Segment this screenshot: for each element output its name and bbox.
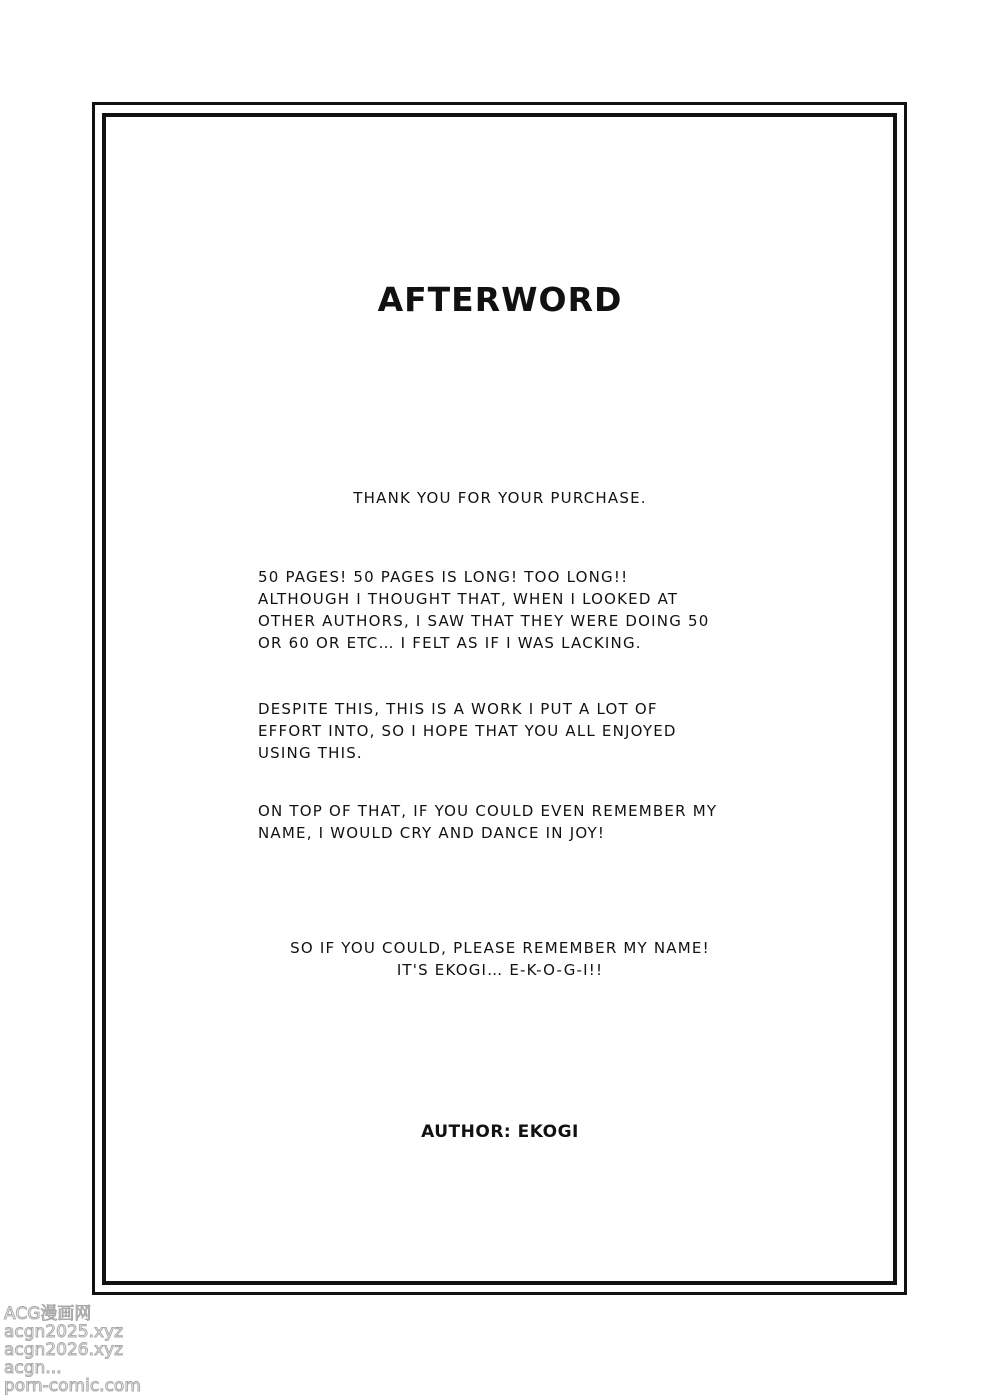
watermark-line: acgn2025.xyz xyxy=(4,1322,124,1342)
paragraph-line: NAME, I WOULD CRY AND DANCE IN JOY! xyxy=(258,824,606,842)
thanks-line: THANK YOU FOR YOUR PURCHASE. xyxy=(353,489,647,507)
paragraph-remember xyxy=(258,800,717,844)
closing-line-2: IT'S EKOGI… E-K-O-G-I!! xyxy=(396,961,604,979)
paragraph-line: ON TOP OF THAT, IF YOU COULD EVEN REMEMBER MY xyxy=(258,802,718,820)
watermark-line: acgn... xyxy=(4,1358,62,1378)
paragraph-line: DESPITE THIS, THIS IS A WORK I PUT A LOT OF xyxy=(258,700,658,718)
closing-line-1: SO IF YOU COULD, PLEASE REMEMBER MY NAME! xyxy=(290,939,710,957)
watermark-line: porn-comic.com xyxy=(4,1376,141,1396)
paragraph-line: 50 PAGES! 50 PAGES IS LONG! TOO LONG!! xyxy=(258,568,629,586)
paragraph-line: OTHER AUTHORS, I SAW THAT THEY WERE DOING 50 xyxy=(258,612,710,630)
page-title: AFTERWORD xyxy=(377,280,623,319)
watermark-line: ACG漫画网 xyxy=(4,1304,92,1324)
site-watermark xyxy=(4,1304,141,1396)
paragraph-line: OR 60 OR ETC… I FELT AS IF I WAS LACKING. xyxy=(258,634,642,652)
watermark-line: acgn2026.xyz xyxy=(4,1340,124,1360)
paragraph-line: USING THIS. xyxy=(258,744,363,762)
paragraph-pages xyxy=(258,566,710,654)
paragraph-line: EFFORT INTO, SO I HOPE THAT YOU ALL ENJOYED xyxy=(258,722,677,740)
paragraph-effort xyxy=(258,698,677,764)
paragraph-line: ALTHOUGH I THOUGHT THAT, WHEN I LOOKED AT xyxy=(258,590,679,608)
author-credit: AUTHOR: EKOGI xyxy=(421,1122,579,1142)
